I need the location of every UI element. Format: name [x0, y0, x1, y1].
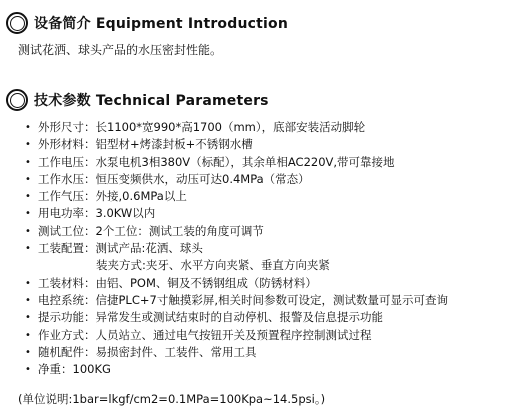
- bullet-icon: •: [25, 208, 31, 220]
- bullet-icon: •: [25, 364, 31, 376]
- bullet-icon: •: [25, 294, 31, 306]
- spec-list: [0, 119, 520, 378]
- spec-item: • 工作水压：恒压变频供水，动压可达0.4MPa（常态）: [0, 171, 520, 188]
- spec-item: • 随机配件：易损密封件、工装件、常用工具: [0, 344, 520, 361]
- spec-item: • 工装材料：由铝、POM、铜及不锈钢组成（防锈材料）: [0, 275, 520, 292]
- circle-bullet-icon: [6, 12, 28, 34]
- bullet-icon: •: [25, 191, 31, 203]
- bullet-icon: •: [25, 156, 31, 168]
- spec-item-continuation: 装夹方式:夹牙、水平方向夹紧、垂直方向夹紧: [96, 258, 330, 273]
- spec-item: • 工作气压：外接,0.6MPa以上: [0, 188, 520, 205]
- bullet-icon: •: [25, 139, 31, 151]
- spec-item: • 净重：100KG: [0, 361, 520, 378]
- circle-bullet-icon: [6, 89, 28, 111]
- spec-item: • 作业方式：人员站立、通过电气按钮开关及预置程序控制测试过程: [0, 327, 520, 344]
- spec-item: • 测试工位：2个工位：测试工装的角度可调节: [0, 223, 520, 240]
- spec-item: • 用电功率：3.0KW以内: [0, 205, 520, 222]
- intro-description: 测试花洒、球头产品的水压密封性能。: [18, 43, 223, 57]
- spec-item: • 提示功能：异常发生或测试结束时的自动停机、报警及信息提示功能: [0, 309, 520, 326]
- params-heading: [6, 87, 269, 113]
- spec-item: • 外形尺寸：长1100*宽990*高1700（mm），底部安装活动脚轮: [0, 119, 520, 136]
- bullet-icon: •: [25, 329, 31, 341]
- bullet-icon: •: [25, 277, 31, 289]
- intro-heading-text: 设备简介 Equipment Introduction: [34, 16, 289, 32]
- unit-note: (单位说明:1bar=lkgf/cm2=0.1MPa=100Kpa~14.5psi。): [18, 392, 326, 406]
- bullet-icon: •: [25, 122, 31, 133]
- bullet-icon: •: [25, 346, 31, 358]
- bullet-icon: •: [25, 225, 31, 237]
- spec-item: • 工作电压：水泵电机3相380V（标配），其余单相AC220V,带可靠接地: [0, 154, 520, 171]
- spec-item: • 工装配置：测试产品:花洒、球头: [0, 240, 520, 257]
- intro-heading: [6, 10, 288, 36]
- spec-item: • 电控系统：信捷PLC+7寸触摸彩屏,相关时间参数可设定，测试数量可显示可查询: [0, 292, 520, 309]
- params-heading-text: 技术参数 Technical Parameters: [34, 93, 269, 109]
- spec-item: • 外形材料：铝型材+烤漆封板+不锈钢水槽: [0, 136, 520, 153]
- bullet-icon: •: [25, 243, 31, 255]
- bullet-icon: •: [25, 312, 31, 324]
- bullet-icon: •: [25, 173, 31, 185]
